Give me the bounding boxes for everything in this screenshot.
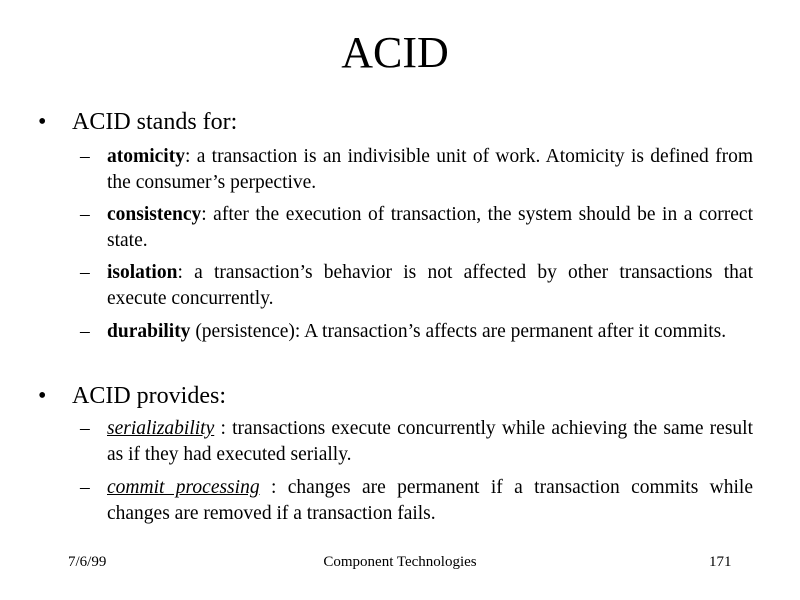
item-description: : changes are permanent if a transaction commits while changes are removed if a transaction fails. <box>107 477 753 524</box>
term-isolation: isolation <box>107 262 178 283</box>
footer-page-number: 171 <box>709 554 732 570</box>
dash-marker: – <box>80 262 90 283</box>
dash-marker: – <box>80 477 90 498</box>
term-consistency: consistency <box>107 204 202 225</box>
item-description: (persistence): A transaction’s affects are permanent after it commits. <box>190 321 727 342</box>
item-description: : transactions execute concurrently while achieving the same result as if they had executed serially. <box>107 418 753 465</box>
item-description: : a transaction’s behavior is not affected by other transactions that execute concurrently. <box>107 262 753 309</box>
bullet-text: ACID stands for: <box>72 109 238 135</box>
dash-marker: – <box>80 321 90 342</box>
item-description: : a transaction is an indivisible unit of work. Atomicity is defined from the consumer’s perpective. <box>107 146 753 193</box>
dash-marker: – <box>80 146 90 167</box>
bullet-text: ACID provides: <box>72 383 226 409</box>
slide-title: ACID <box>341 28 449 77</box>
term-durability: durability <box>107 321 191 342</box>
bullet-marker: • <box>38 109 47 135</box>
term-commit-processing: commit processing <box>107 477 260 498</box>
sub-item-consistency <box>80 202 753 254</box>
sub-item-serializability <box>80 416 753 468</box>
sub-item-commit-processing <box>80 475 753 527</box>
term-serializability: serializability <box>107 418 215 439</box>
dash-marker: – <box>80 418 90 439</box>
bullet-marker: • <box>38 383 47 409</box>
dash-marker: – <box>80 204 90 225</box>
term-atomicity: atomicity <box>107 146 185 167</box>
footer-title: Component Technologies <box>323 554 477 570</box>
sub-item-durability <box>80 319 753 345</box>
sub-item-isolation <box>80 260 753 312</box>
footer-date: 7/6/99 <box>68 554 107 570</box>
item-description: : after the execution of transaction, the system should be in a correct state. <box>107 204 753 251</box>
sub-item-atomicity <box>80 144 753 196</box>
